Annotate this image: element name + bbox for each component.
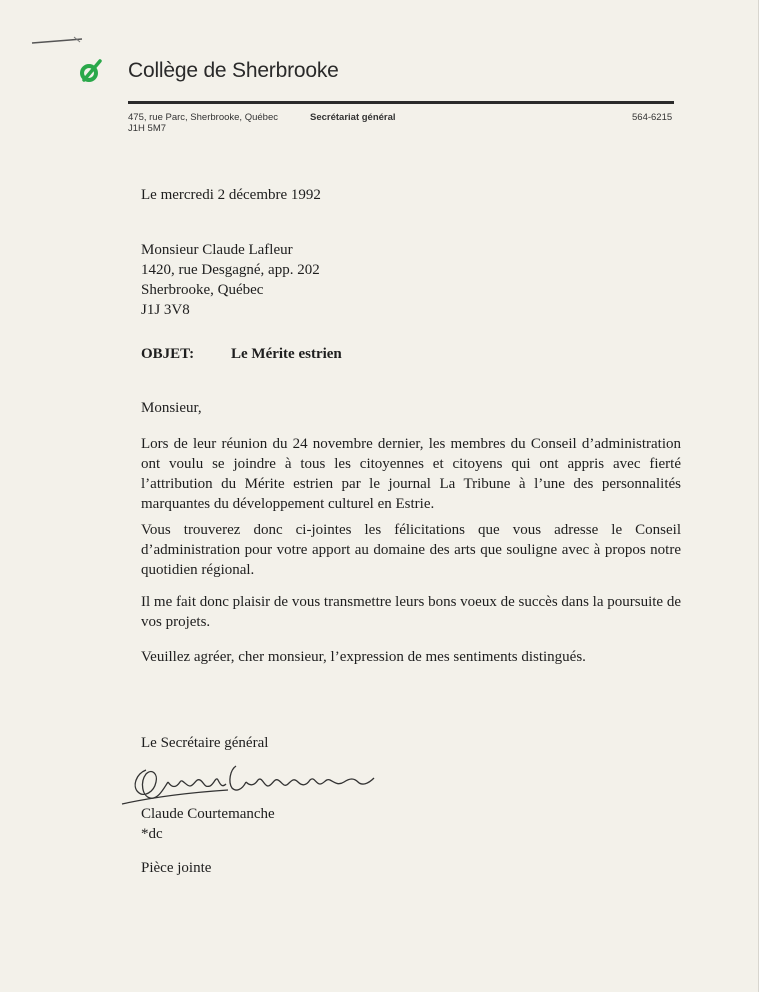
body-paragraph: Lors de leur réunion du 24 novembre dernier, les membres du Conseil d’administration ont voulu se joindre à tous les citoyennes et citoyens qui ont appris avec fierté l’attribution du Mérite estrien par le journal La Tribune à l’une des personnalités marquantes du développement culturel en Estrie. [141, 436, 681, 512]
typist-initials: *dc [141, 826, 163, 842]
signoff-title: Le Secrétaire général [141, 735, 269, 751]
recipient-line: Sherbrooke, Québec [141, 282, 264, 298]
college-name: Collège de Sherbrooke [128, 59, 339, 82]
subject-text: Le Mérite estrien [231, 346, 342, 362]
postal-code: J1H 5M7 [128, 123, 167, 134]
recipient-line: Monsieur Claude Lafleur [141, 242, 293, 258]
college-logo-icon [78, 58, 104, 84]
department-name: Secrétariat général [310, 112, 396, 123]
staple-mark-icon [30, 34, 90, 48]
body-paragraph: Vous trouverez donc ci-jointes les félicitations que vous adresse le Conseil d’administration pour votre apport au domaine des arts que souligne avec à propos notre quotidien régional. [141, 522, 681, 578]
recipient-line: J1J 3V8 [141, 302, 190, 318]
letterhead-rule [128, 101, 674, 104]
recipient-line: 1420, rue Desgagné, app. 202 [141, 262, 320, 278]
subject-line [141, 346, 342, 363]
body-paragraph: Il me fait donc plaisir de vous transmettre leurs bons voeux de succès dans la poursuite de vos projets. [141, 594, 681, 630]
address-line: 475, rue Parc, Sherbrooke, Québec [128, 112, 278, 123]
signer-name: Claude Courtemanche [141, 806, 275, 822]
subject-label: OBJET: [141, 346, 195, 362]
recipient-block [141, 240, 320, 320]
handwritten-signature-icon [118, 752, 408, 812]
closing-paragraph: Veuillez agréer, cher monsieur, l’expression de mes sentiments distingués. [141, 649, 586, 665]
letter-date: Le mercredi 2 décembre 1992 [141, 187, 321, 203]
letterhead-address [128, 112, 278, 134]
phone-number: 564-6215 [632, 112, 673, 123]
enclosure-note: Pièce jointe [141, 860, 212, 876]
salutation: Monsieur, [141, 400, 202, 416]
